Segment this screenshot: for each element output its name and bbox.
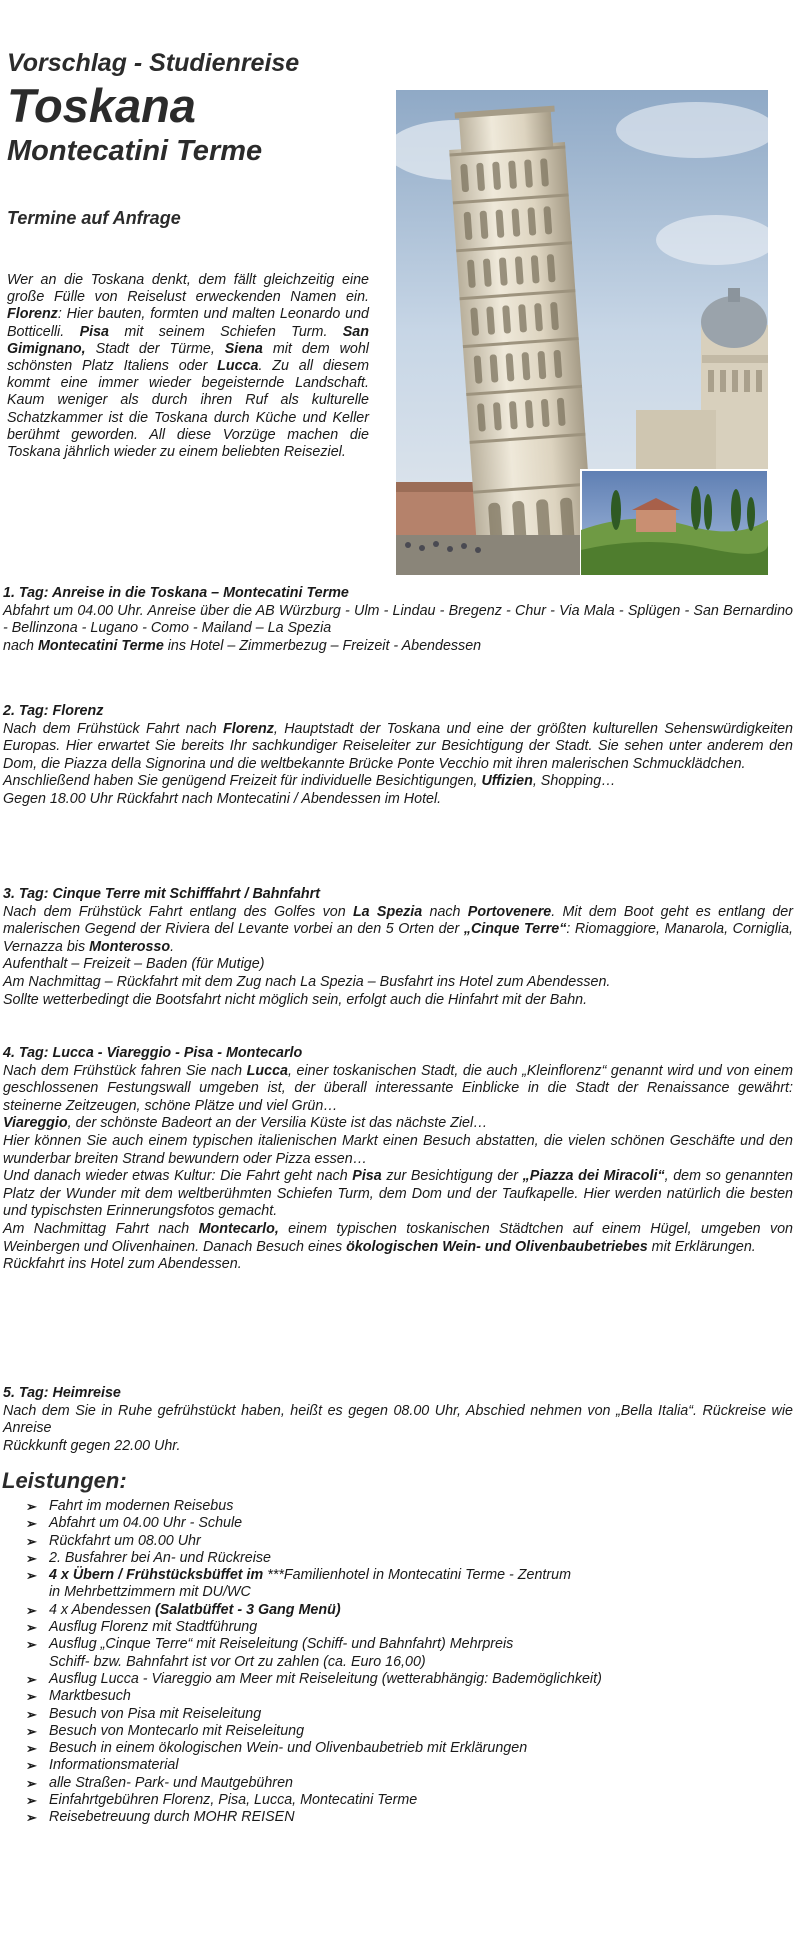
leistungen-title: Leistungen: — [2, 1468, 127, 1493]
leistung-item — [26, 1602, 790, 1619]
day-paragraph — [3, 1403, 793, 1438]
leistung-item — [26, 1498, 790, 1515]
day-title: 4. Tag: Lucca - Viareggio - Pisa - Montecarlo — [3, 1045, 303, 1061]
bold-text: La Spezia — [352, 903, 423, 920]
leistung-item — [26, 1567, 790, 1602]
leistung-item — [26, 1740, 790, 1757]
day-title: 5. Tag: Heimreise — [3, 1385, 121, 1401]
text-run: Marktbesuch — [49, 1688, 131, 1705]
leistung-item — [26, 1809, 790, 1826]
day-paragraph — [3, 1221, 793, 1256]
day-paragraph — [3, 603, 793, 638]
bold-text: Lucca — [217, 358, 259, 375]
text-run: . Mit dem Boot geht es entlang der malerischen Gegend der Riviera del Levante vorbei an den 5 Orten der — [3, 903, 793, 938]
day-paragraph — [3, 1115, 793, 1133]
arrow-bullet-icon: ➢ — [26, 1550, 37, 1566]
page-title: Toskana — [7, 79, 196, 132]
day-2-section — [3, 703, 793, 809]
bold-text: „Cinque Terre“ — [463, 921, 567, 938]
leistung-item — [26, 1636, 790, 1671]
text-run: Ausflug „Cinque Terre“ mit Reiseleitung (Schiff- und Bahnfahrt) Mehrpreis — [49, 1636, 514, 1653]
header — [7, 48, 407, 168]
day-paragraph — [3, 974, 793, 992]
bold-text: ökologischen Wein- und Olivenbaubetriebes — [346, 1238, 648, 1255]
text-run: 4 x Abendessen — [49, 1601, 155, 1618]
day-paragraph — [3, 1063, 793, 1116]
text-run: , dem so genannten Platz der Wunder mit dem weltberühmten Schiefen Turm, dem Dom und der Taufkapelle. Hier werden natürlich die besten und typischsten Erinnerungsfotos gemacht. — [3, 1168, 793, 1220]
arrow-bullet-icon: ➢ — [26, 1637, 37, 1653]
arrow-bullet-icon: ➢ — [26, 1516, 37, 1532]
day-4-section — [3, 1045, 793, 1274]
arrow-bullet-icon: ➢ — [26, 1499, 37, 1514]
text-run: mit dem wohl schönsten Platz Italiens oder — [7, 340, 369, 375]
text-run: Stadt der Türme, — [85, 340, 225, 357]
leistung-item — [26, 1723, 790, 1740]
bold-text: Montecatini Terme — [37, 637, 164, 654]
text-run: Nach dem Frühstück Fahrt nach — [3, 720, 224, 737]
text-run: Rückfahrt um 08.00 Uhr — [49, 1532, 201, 1549]
text-run: : Hier bauten, formten und malten Leonardo und Botticelli. — [7, 306, 369, 340]
arrow-bullet-icon: ➢ — [26, 1758, 37, 1774]
bold-text: (Salatbüffet - 3 Gang Menü) — [154, 1601, 341, 1618]
day-paragraph — [3, 1133, 793, 1168]
bold-text: Siena — [224, 340, 263, 357]
arrow-bullet-icon: ➢ — [26, 1741, 37, 1757]
text-run: , der schönste Badeort an der Versilia Küste ist das nächste Ziel… — [67, 1115, 488, 1132]
text-run: nach — [3, 637, 38, 654]
leistung-item — [26, 1688, 790, 1705]
day-paragraph — [3, 956, 793, 974]
text-run: , Hauptstadt der Toskana und eine der größten kulturellen Sehenswürdigkeiten Europas. Hier erwartet Sie bereits Ihr sachkundiger Reiseleiter zur Besichtigung der Stadt. Sie sehen unter anderem den Dom, die Piazza della Signorina und die weltbekannte Brücke Ponte Vecchio mit ihren malerischen Schmucklädchen. — [3, 720, 794, 772]
arrow-bullet-icon: ➢ — [26, 1620, 37, 1636]
leistung-item — [26, 1792, 790, 1809]
text-run: Nach dem Sie in Ruhe gefrühstückt haben, heißt es gegen 08.00 Uhr, Abschied nehmen von „Bella Italia“. Rückreise wie Anreise — [3, 1402, 793, 1437]
bold-text: San Gimignano, — [7, 323, 369, 357]
text-run: Sollte wetterbedingt die Bootsfahrt nicht möglich sein, erfolgt auch die Hinfahrt mit der Bahn. — [3, 991, 588, 1008]
arrow-bullet-icon: ➢ — [26, 1723, 37, 1739]
day-3-section — [3, 886, 793, 1009]
text-run: Nach dem Frühstück fahren Sie nach — [3, 1062, 247, 1079]
text-run: , einer toskanischen Stadt, die auch „Kleinflorenz“ genannt wird und von einem geschlossenen Festungswall umgeben ist, der überall interessante Einblicke in die Stadt der Renaissance gewährt: steinerne Zeitzeugen, schöne Plätze und viel Grün… — [3, 1062, 793, 1114]
text-run: Und danach wieder etwas Kultur: Die Fahrt geht nach — [3, 1168, 353, 1185]
text-run: Am Nachmittag – Rückfahrt mit dem Zug nach La Spezia – Busfahrt ins Hotel zum Abendessen. — [3, 973, 611, 990]
arrow-bullet-icon: ➢ — [26, 1671, 37, 1687]
text-run: Abfahrt um 04.00 Uhr - Schule — [49, 1515, 243, 1532]
text-run: Ausflug Florenz mit Stadtführung — [49, 1619, 258, 1636]
day-paragraph — [3, 992, 793, 1010]
arrow-bullet-icon: ➢ — [26, 1793, 37, 1809]
leistungen-list — [0, 1498, 790, 1827]
leistung-item — [26, 1775, 790, 1792]
bold-text: Montecarlo, — [198, 1220, 279, 1237]
bold-text: Monterosso — [89, 938, 171, 955]
text-run: Am Nachmittag Fahrt nach — [3, 1220, 199, 1237]
leistungen-section — [0, 1468, 790, 1827]
text-run: in Mehrbettzimmern mit DU/WC — [49, 1584, 251, 1601]
bold-text: Florenz — [223, 720, 274, 737]
arrow-bullet-icon: ➢ — [26, 1810, 37, 1826]
day-title: 3. Tag: Cinque Terre mit Schifffahrt / Bahnfahrt — [3, 886, 320, 902]
leistung-item — [26, 1533, 790, 1550]
leistung-item — [26, 1619, 790, 1636]
day-title: 2. Tag: Florenz — [3, 703, 104, 719]
bold-text: Pisa — [79, 323, 109, 340]
leistung-item — [26, 1671, 790, 1688]
bold-text: Pisa — [352, 1168, 382, 1185]
text-run: Abfahrt um 04.00 Uhr. Anreise über die AB Würzburg - Ulm - Lindau - Bregenz - Chur - Via Mala - Splügen - San Bernardino - Bellinzona - Lugano - Como - Mailand – La Spezia — [3, 602, 793, 637]
bold-text: Uffizien — [481, 773, 533, 790]
text-run: Rückkunft gegen 22.00 Uhr. — [3, 1437, 181, 1454]
text-run: Rückfahrt ins Hotel zum Abendessen. — [3, 1256, 242, 1273]
text-run: , Shopping… — [532, 773, 616, 790]
leaning-tower-photo — [396, 90, 768, 575]
text-run: : Riomaggiore, Manarola, Corniglia, Vernazza bis — [3, 921, 794, 955]
text-run: Anschließend haben Sie genügend Freizeit für individuelle Besichtigungen, — [3, 773, 482, 790]
day-paragraph — [3, 904, 793, 957]
bold-text: „Piazza dei Miracoli“ — [522, 1168, 665, 1185]
text-run: Ausflug Lucca - Viareggio am Meer mit Reiseleitung (wetterabhängig: Bademöglichkeit) — [49, 1670, 602, 1687]
arrow-bullet-icon: ➢ — [26, 1568, 37, 1584]
arrow-bullet-icon: ➢ — [26, 1775, 37, 1791]
text-run: ***Familienhotel in Montecatini Terme - Zentrum — [263, 1567, 572, 1584]
bold-text: Portovenere — [467, 903, 552, 920]
text-run: Informationsmaterial — [49, 1757, 179, 1774]
day-paragraph — [3, 1256, 793, 1274]
bold-text: Viareggio — [3, 1115, 68, 1132]
text-run: nach — [422, 903, 468, 920]
pre-title: Vorschlag - Studienreise — [7, 49, 300, 77]
day-paragraph — [3, 773, 793, 791]
day-paragraph — [3, 721, 793, 774]
text-run: Hier können Sie auch einem typischen italienischen Markt einen Besuch abstatten, die vielen schönen Geschäfte und den wunderbar breiten Strand bewundern oder Pizza essen… — [3, 1132, 793, 1167]
bold-text: Florenz — [7, 306, 58, 323]
day-paragraph — [3, 1168, 793, 1221]
countryside-inset-photo — [581, 470, 768, 575]
page-subtitle: Montecatini Terme — [7, 135, 263, 167]
termine-note: Termine auf Anfrage — [7, 208, 181, 228]
arrow-bullet-icon: ➢ — [26, 1689, 37, 1705]
text-run: Wer an die Toskana denkt, dem fällt gleichzeitig eine große Fülle von Reiselust erweckenden Namen ein. — [7, 272, 369, 306]
day-paragraph — [3, 791, 793, 809]
text-run: Einfahrtgebühren Florenz, Pisa, Lucca, Montecatini Terme — [49, 1792, 418, 1809]
leistung-item — [26, 1757, 790, 1774]
text-run: Besuch von Montecarlo mit Reiseleitung — [49, 1722, 305, 1739]
text-run: 2. Busfahrer bei An- und Rückreise — [49, 1549, 271, 1566]
bold-text: 4 x Übern / Frühstücksbüffet im — [49, 1567, 264, 1584]
day-paragraph — [3, 638, 793, 656]
arrow-bullet-icon: ➢ — [26, 1533, 37, 1549]
arrow-bullet-icon: ➢ — [26, 1706, 37, 1722]
text-run: mit seinem Schiefen Turm. — [108, 323, 343, 340]
text-run: Besuch von Pisa mit Reiseleitung — [49, 1705, 262, 1722]
text-run: Nach dem Frühstück Fahrt entlang des Golfes von — [3, 903, 353, 920]
bold-text: Lucca — [246, 1062, 288, 1079]
text-run: ins Hotel – Zimmerbezug – Freizeit - Abendessen — [163, 637, 482, 654]
text-run: zur Besichtigung der — [381, 1168, 523, 1185]
text-run: Gegen 18.00 Uhr Rückfahrt nach Montecatini / Abendessen im Hotel. — [3, 790, 442, 807]
text-run: einem typischen toskanischen Städtchen auf einem Hügel, umgeben von Weinbergen und Olivenhainen. Danach Besuch eines — [3, 1220, 794, 1255]
day-5-section — [3, 1385, 793, 1455]
text-run: . Zu all diesem kommt eine immer wieder begeisternde Landschaft. Kaum weniger als durch ihren Ruf als kulturelle Schatzkammer ist die Toskana durch Küche und Keller berühmt geworden. All diese Vorzüge machen die Toskana jährlich wieder zu einem beliebten Reiseziel. — [7, 358, 369, 461]
text-run: Reisebetreuung durch MOHR REISEN — [49, 1809, 295, 1826]
leistung-item — [26, 1550, 790, 1567]
arrow-bullet-icon: ➢ — [26, 1602, 37, 1618]
day-title: 1. Tag: Anreise in die Toskana – Montecatini Terme — [3, 585, 349, 601]
text-run: Schiff- bzw. Bahnfahrt ist vor Ort zu zahlen (ca. Euro 16,00) — [49, 1653, 426, 1670]
intro-paragraph — [7, 272, 369, 461]
day-paragraph — [3, 1438, 793, 1456]
text-run: alle Straßen- Park- und Mautgebühren — [49, 1774, 293, 1791]
day-1-section — [3, 585, 793, 655]
text-run: Aufenthalt – Freizeit – Baden (für Mutige) — [3, 956, 265, 973]
leistung-item — [26, 1706, 790, 1723]
text-run: . — [170, 938, 175, 955]
text-run: Fahrt im modernen Reisebus — [49, 1498, 234, 1514]
leistung-item — [26, 1515, 790, 1532]
text-run: Besuch in einem ökologischen Wein- und Olivenbaubetrieb mit Erklärungen — [49, 1740, 528, 1757]
text-run: mit Erklärungen. — [647, 1238, 756, 1255]
